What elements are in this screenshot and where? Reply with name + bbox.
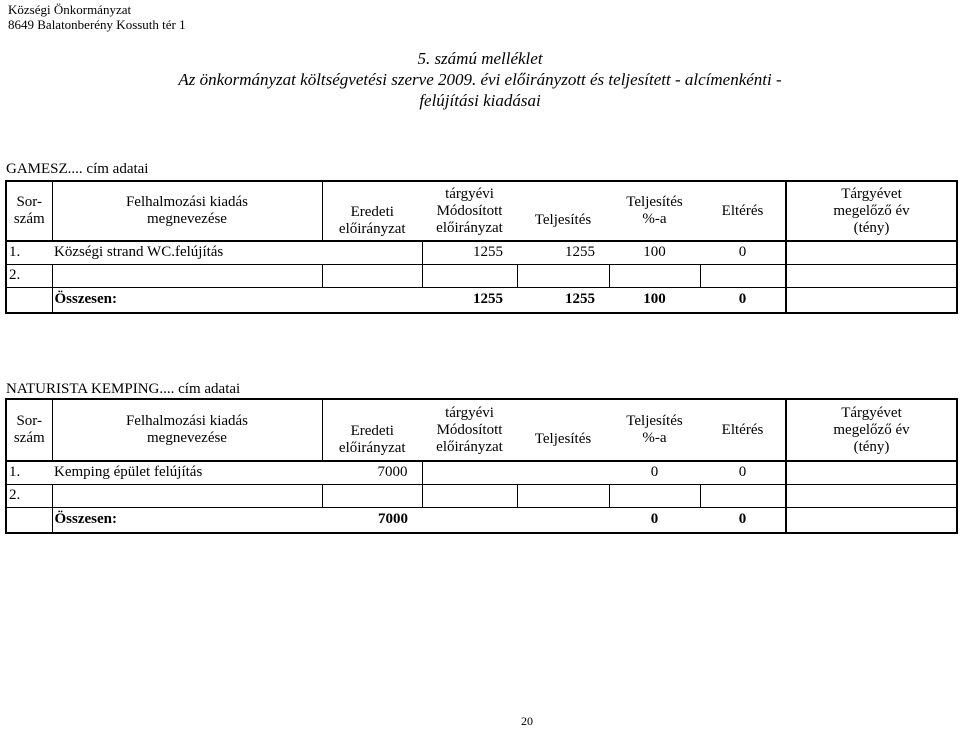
col-header-previous: Tárgyévet megelőző év (tény) [833,185,910,236]
page-number: 20 [521,714,533,728]
col-header-modositott: tárgyévi Módosított előirányzat [436,404,503,455]
col-header-eredeti: Eredeti előirányzat [338,204,406,237]
col-header-no: Sor- szám [6,181,52,241]
org-name: Községi Önkormányzat [8,2,132,17]
total-label: Összesen: [54,511,117,528]
col-header-pct: Teljesítés %-a [626,194,683,227]
total-label: Összesen: [54,291,117,308]
section-title: GAMESZ.... cím adatai [6,161,149,177]
data-table [5,180,958,314]
col-header-previous: Tárgyévet megelőző év (tény) [833,404,910,455]
section-title: NATURISTA KEMPING.... cím adatai [6,381,241,397]
col-header-elteres: Eltérés [700,181,786,241]
org-address: 8649 Balatonberény Kossuth tér 1 [8,17,186,32]
title-line-1: 5. számú melléklet [417,49,543,68]
col-header-elteres: Eltérés [700,399,786,461]
col-header-teljesites: Teljesítés [534,430,592,447]
table-row: 1. Kemping épület felújítás 7000 0 0 [6,461,957,484]
col-header-pct: Teljesítés %-a [626,413,683,446]
document-title [0,48,960,111]
document-header [8,2,186,32]
col-header-modositott: tárgyévi Módosított előirányzat [436,185,503,236]
total-row: Összesen: 7000 0 0 [6,507,957,533]
header-row [6,181,957,241]
header-row [6,399,957,461]
table-row: 2. [6,264,957,287]
table-row: 1. Községi strand WC.felújítás 1255 1255 100 0 [6,241,957,264]
col-header-name: Felhalmozási kiadás megnevezése [52,181,322,241]
title-line-2: Az önkormányzat költségvetési szerve 2009. évi előirányzott és teljesített - alcímenkénti - [178,70,782,89]
col-header-name: Felhalmozási kiadás megnevezése [52,399,322,461]
col-header-no: Sor- szám [6,399,52,461]
col-header-teljesites: Teljesítés [534,211,592,228]
title-line-3: felújítási kiadásai [419,91,541,110]
data-table [5,398,958,534]
table-row: 2. [6,484,957,507]
col-header-eredeti: Eredeti előirányzat [338,423,406,456]
total-row: Összesen: 1255 1255 100 0 [6,287,957,313]
